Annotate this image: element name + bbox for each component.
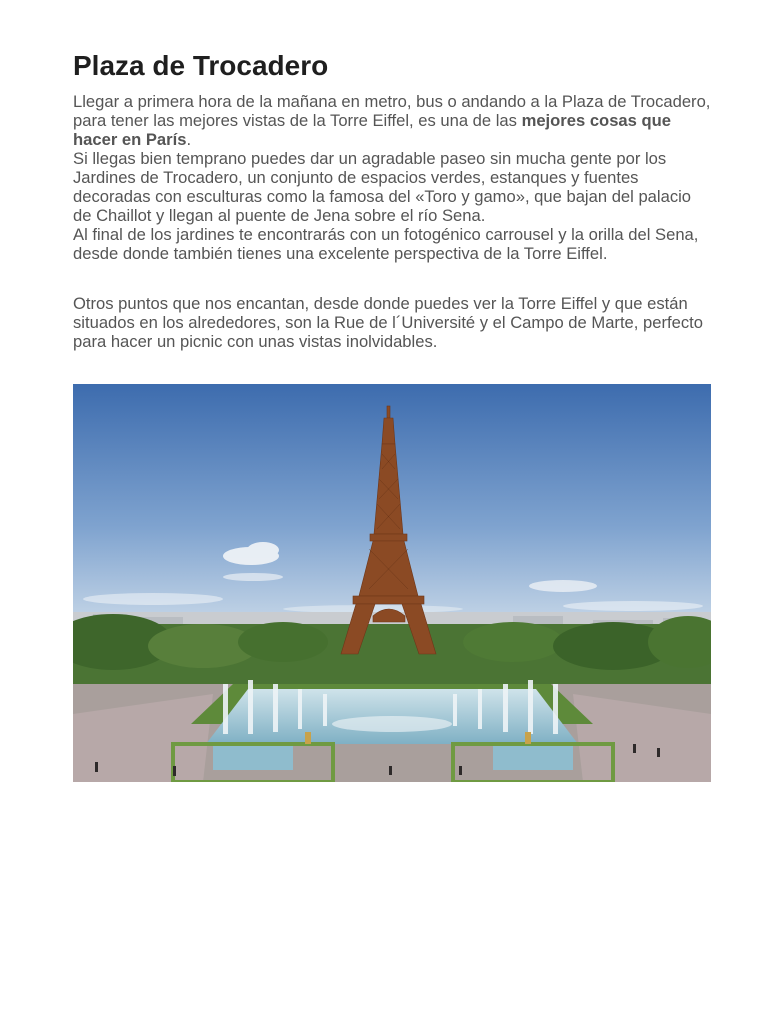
right-pool bbox=[493, 746, 573, 770]
intro-text-end: . bbox=[186, 130, 192, 149]
gardens-text: Si llegas bien temprano puedes dar un agradable paseo sin mucha gente por los Jardines de Trocadero, un conjunto de espacios verdes, estanques y fuentes decoradas con esculturas como la famosa del «Toro y gamo», que bajan del palacio de Chaillot y llegan al puente de Jena sobre el río Sena. bbox=[73, 149, 692, 225]
intro-paragraph bbox=[73, 92, 713, 263]
bold-phrase: mejores cosas que hacer en París bbox=[73, 111, 671, 149]
eiffel-tower-illustration bbox=[73, 384, 711, 782]
page-title: Plaza de Trocadero bbox=[73, 50, 329, 81]
intro-text-start: Llegar a primera hora de la mañana en metro, bus o andando a la Plaza de Trocadero, para tener las mejores vistas de la Torre Eiffel, es una de las bbox=[73, 92, 711, 130]
eiffel-tower-photo bbox=[73, 384, 711, 782]
carousel-text: Al final de los jardines te encontrarás con un fotogénico carrousel y la orilla del Sena, desde donde también tienes una excelente perspectiva de la Torre Eiffel. bbox=[73, 225, 699, 263]
left-pool bbox=[213, 746, 293, 770]
second-paragraph: Otros puntos que nos encantan, desde donde puedes ver la Torre Eiffel y que están situados en los alrededores, son la Rue de l´Université y el Campo de Marte, perfecto para hacer un picnic con unas vistas inolvidables. bbox=[73, 294, 703, 351]
trees bbox=[73, 614, 711, 684]
